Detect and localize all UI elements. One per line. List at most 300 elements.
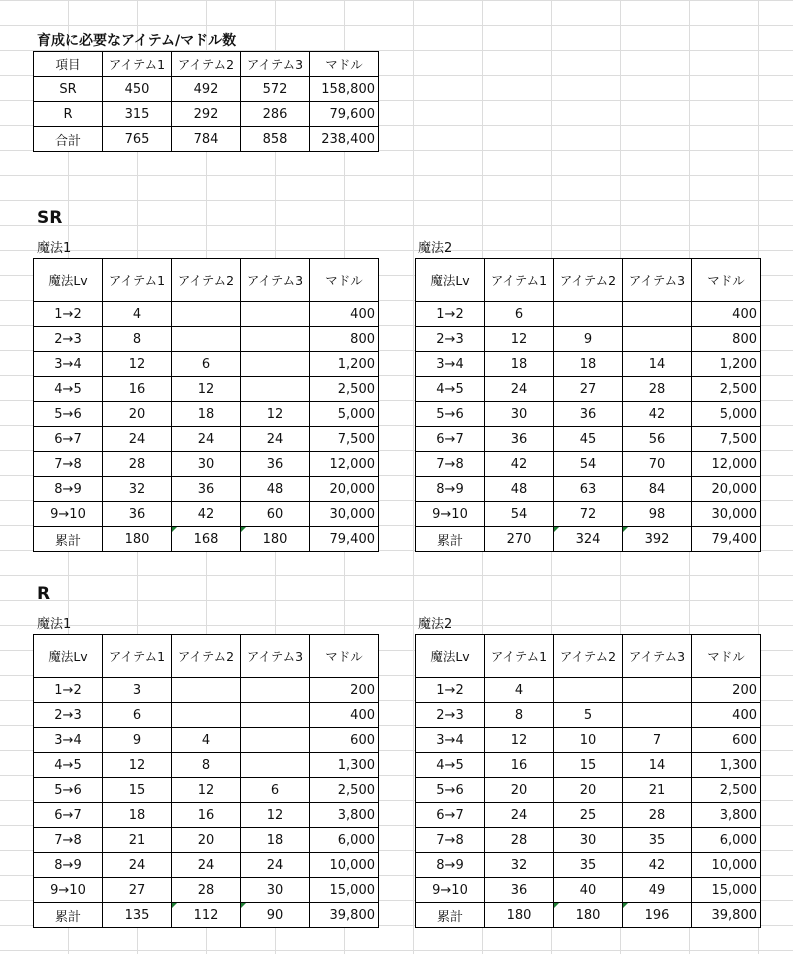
row-label-cell: 9→10 — [34, 878, 103, 903]
r-magic1-table — [33, 634, 379, 928]
table-cell: 42 — [623, 853, 692, 878]
table-cell: 20 — [103, 402, 172, 427]
table-row — [416, 678, 761, 703]
table-cell: 84 — [623, 477, 692, 502]
sr-heading: SR — [37, 208, 63, 228]
table-cell: 42 — [172, 502, 241, 527]
table-cell: 765 — [103, 127, 172, 152]
column-header: アイテム1 — [485, 635, 554, 678]
table-row — [416, 352, 761, 377]
column-header: マドル — [310, 52, 379, 77]
table-cell: 135 — [103, 903, 172, 928]
table-cell: 168 — [172, 527, 241, 552]
column-header: アイテム2 — [554, 259, 623, 302]
column-header: アイテム3 — [623, 635, 692, 678]
row-label-cell: 8→9 — [416, 477, 485, 502]
table-cell: 63 — [554, 477, 623, 502]
column-header: アイテム1 — [103, 259, 172, 302]
table-cell: 30 — [485, 402, 554, 427]
table-cell: 180 — [241, 527, 310, 552]
row-label-cell: 5→6 — [416, 402, 485, 427]
column-header: アイテム2 — [554, 635, 623, 678]
table-row — [416, 778, 761, 803]
table-cell: 16 — [172, 803, 241, 828]
column-header: 魔法Lv — [34, 635, 103, 678]
table-cell: 54 — [554, 452, 623, 477]
table-cell — [554, 678, 623, 703]
table-cell: 18 — [554, 352, 623, 377]
table-cell: 45 — [554, 427, 623, 452]
column-header: アイテム3 — [241, 259, 310, 302]
table-row — [34, 327, 379, 352]
table-cell: 1,200 — [692, 352, 761, 377]
table-cell — [172, 703, 241, 728]
table-cell — [241, 302, 310, 327]
row-label-cell: 2→3 — [34, 327, 103, 352]
table-row — [416, 377, 761, 402]
table-cell: 48 — [241, 477, 310, 502]
table-cell: 324 — [554, 527, 623, 552]
table-row — [34, 753, 379, 778]
table-cell: 200 — [692, 678, 761, 703]
row-label-cell: 9→10 — [416, 502, 485, 527]
table-cell — [623, 302, 692, 327]
table-row — [34, 878, 379, 903]
table-cell: 54 — [485, 502, 554, 527]
table-cell — [172, 678, 241, 703]
row-label-cell: 7→8 — [416, 828, 485, 853]
table-cell: 7,500 — [310, 427, 379, 452]
table-cell: 16 — [103, 377, 172, 402]
table-cell: 21 — [103, 828, 172, 853]
table-row — [34, 127, 379, 152]
table-row — [34, 402, 379, 427]
column-header: 項目 — [34, 52, 103, 77]
table-cell: 36 — [103, 502, 172, 527]
table-row — [416, 452, 761, 477]
table-cell: 6,000 — [692, 828, 761, 853]
table-cell: 180 — [103, 527, 172, 552]
table-cell: 36 — [241, 452, 310, 477]
summary-title: 育成に必要なアイテム/マドル数 — [37, 33, 237, 49]
r-heading: R — [37, 584, 51, 604]
table-cell: 7,500 — [692, 427, 761, 452]
table-cell: 8 — [172, 753, 241, 778]
table-cell: 158,800 — [310, 77, 379, 102]
table-cell: 1,300 — [310, 753, 379, 778]
table-cell: 400 — [310, 302, 379, 327]
table-cell — [241, 678, 310, 703]
column-header: アイテム3 — [241, 52, 310, 77]
table-row — [416, 502, 761, 527]
table-cell: 90 — [241, 903, 310, 928]
table-cell: 858 — [241, 127, 310, 152]
column-header: アイテム1 — [485, 259, 554, 302]
table-cell: 39,800 — [692, 903, 761, 928]
table-cell: 24 — [485, 377, 554, 402]
header-row — [34, 635, 379, 678]
row-label-cell: 4→5 — [416, 377, 485, 402]
table-row — [34, 352, 379, 377]
table-cell: 8 — [103, 327, 172, 352]
table-cell — [241, 703, 310, 728]
table-cell: 28 — [623, 377, 692, 402]
table-cell: 48 — [485, 477, 554, 502]
column-header: マドル — [692, 259, 761, 302]
table-cell: 392 — [623, 527, 692, 552]
table-cell: 600 — [310, 728, 379, 753]
table-cell: 36 — [485, 427, 554, 452]
table-cell: 784 — [172, 127, 241, 152]
row-label-cell: 4→5 — [34, 377, 103, 402]
table-cell: 2,500 — [310, 778, 379, 803]
table-cell — [241, 327, 310, 352]
table-cell: 200 — [310, 678, 379, 703]
table-cell: 79,400 — [692, 527, 761, 552]
table-row — [416, 703, 761, 728]
table-cell: 5,000 — [310, 402, 379, 427]
table-cell: 12 — [485, 327, 554, 352]
table-cell: 20,000 — [692, 477, 761, 502]
table-cell: 180 — [485, 903, 554, 928]
table-row — [34, 803, 379, 828]
table-cell: 70 — [623, 452, 692, 477]
table-cell: 238,400 — [310, 127, 379, 152]
table-cell — [241, 352, 310, 377]
table-cell: 196 — [623, 903, 692, 928]
table-cell: 28 — [103, 452, 172, 477]
table-cell: 15 — [554, 753, 623, 778]
table-row — [416, 903, 761, 928]
column-header: マドル — [692, 635, 761, 678]
row-label-cell: 9→10 — [416, 878, 485, 903]
row-label-cell: 8→9 — [416, 853, 485, 878]
table-cell: 20 — [172, 828, 241, 853]
table-cell: 27 — [554, 377, 623, 402]
table-cell: 12 — [172, 778, 241, 803]
table-cell: 2,500 — [692, 377, 761, 402]
table-cell — [241, 728, 310, 753]
table-cell: 72 — [554, 502, 623, 527]
table-cell: 24 — [103, 853, 172, 878]
column-header: アイテム2 — [172, 259, 241, 302]
table-cell: 4 — [485, 678, 554, 703]
header-row — [34, 52, 379, 77]
table-cell — [172, 302, 241, 327]
table-cell: 35 — [623, 828, 692, 853]
table-row — [34, 377, 379, 402]
row-label-cell: 6→7 — [34, 803, 103, 828]
table-row — [34, 477, 379, 502]
table-cell: 28 — [172, 878, 241, 903]
table-row — [34, 427, 379, 452]
table-cell: 42 — [623, 402, 692, 427]
row-label-cell: R — [34, 102, 103, 127]
table-cell: 9 — [554, 327, 623, 352]
table-row — [34, 703, 379, 728]
table-row — [416, 803, 761, 828]
table-cell: 12 — [103, 753, 172, 778]
table-cell: 12 — [485, 728, 554, 753]
table-cell: 28 — [485, 828, 554, 853]
table-cell: 12 — [103, 352, 172, 377]
table-cell: 315 — [103, 102, 172, 127]
table-cell: 30 — [241, 878, 310, 903]
table-cell: 8 — [485, 703, 554, 728]
column-header: 魔法Lv — [416, 635, 485, 678]
table-cell: 3,800 — [310, 803, 379, 828]
table-row — [416, 853, 761, 878]
table-cell — [241, 377, 310, 402]
header-row — [416, 259, 761, 302]
sr-magic2-table — [415, 258, 761, 552]
row-label-cell: 合計 — [34, 127, 103, 152]
column-header: アイテム3 — [623, 259, 692, 302]
r-magic2-label: 魔法2 — [418, 617, 453, 632]
header-row — [416, 635, 761, 678]
row-label-cell: 8→9 — [34, 853, 103, 878]
table-cell: 292 — [172, 102, 241, 127]
table-row — [34, 452, 379, 477]
table-row — [34, 502, 379, 527]
row-label-cell: 累計 — [34, 903, 103, 928]
row-label-cell: 3→4 — [416, 728, 485, 753]
table-cell: 24 — [172, 853, 241, 878]
summary-table — [33, 51, 379, 152]
table-cell: 4 — [172, 728, 241, 753]
table-row — [34, 77, 379, 102]
table-cell: 98 — [623, 502, 692, 527]
table-cell: 10,000 — [692, 853, 761, 878]
table-row — [416, 527, 761, 552]
table-cell: 32 — [103, 477, 172, 502]
table-cell: 30 — [554, 828, 623, 853]
table-cell: 18 — [485, 352, 554, 377]
column-header: アイテム2 — [172, 52, 241, 77]
table-cell: 400 — [692, 703, 761, 728]
table-cell: 400 — [692, 302, 761, 327]
row-label-cell: 5→6 — [34, 778, 103, 803]
table-cell: 79,400 — [310, 527, 379, 552]
table-cell: 12 — [172, 377, 241, 402]
table-cell: 6 — [172, 352, 241, 377]
table-cell: 14 — [623, 352, 692, 377]
row-label-cell: 1→2 — [416, 678, 485, 703]
table-cell: 35 — [554, 853, 623, 878]
row-label-cell: 累計 — [416, 527, 485, 552]
table-cell: 10,000 — [310, 853, 379, 878]
table-row — [34, 102, 379, 127]
table-cell: 600 — [692, 728, 761, 753]
row-label-cell: 1→2 — [34, 678, 103, 703]
table-cell: 6,000 — [310, 828, 379, 853]
row-label-cell: 4→5 — [416, 753, 485, 778]
table-cell: 3,800 — [692, 803, 761, 828]
table-cell: 112 — [172, 903, 241, 928]
row-label-cell: 7→8 — [416, 452, 485, 477]
row-label-cell: 累計 — [34, 527, 103, 552]
table-cell: 450 — [103, 77, 172, 102]
table-cell: 2,500 — [692, 778, 761, 803]
table-row — [34, 853, 379, 878]
row-label-cell: 7→8 — [34, 452, 103, 477]
table-cell — [623, 327, 692, 352]
sr-magic1-label: 魔法1 — [37, 241, 72, 256]
table-cell: 79,600 — [310, 102, 379, 127]
r-magic2-table — [415, 634, 761, 928]
sr-magic2-label: 魔法2 — [418, 241, 453, 256]
sr-magic1-table — [33, 258, 379, 552]
table-cell — [623, 678, 692, 703]
column-header: アイテム1 — [103, 635, 172, 678]
table-cell: 56 — [623, 427, 692, 452]
table-row — [416, 878, 761, 903]
table-cell: 9 — [103, 728, 172, 753]
table-cell: 36 — [172, 477, 241, 502]
table-cell: 14 — [623, 753, 692, 778]
row-label-cell: 9→10 — [34, 502, 103, 527]
table-cell: 400 — [310, 703, 379, 728]
table-row — [416, 327, 761, 352]
row-label-cell: 2→3 — [34, 703, 103, 728]
table-cell: 2,500 — [310, 377, 379, 402]
row-label-cell: 6→7 — [416, 803, 485, 828]
table-cell: 25 — [554, 803, 623, 828]
table-cell: 32 — [485, 853, 554, 878]
table-row — [416, 402, 761, 427]
table-cell: 30 — [172, 452, 241, 477]
table-row — [34, 828, 379, 853]
row-label-cell: 1→2 — [416, 302, 485, 327]
table-cell: 30,000 — [692, 502, 761, 527]
table-cell: 24 — [241, 853, 310, 878]
table-cell: 24 — [172, 427, 241, 452]
row-label-cell: 7→8 — [34, 828, 103, 853]
column-header: マドル — [310, 259, 379, 302]
table-cell: 18 — [172, 402, 241, 427]
table-cell: 6 — [103, 703, 172, 728]
table-cell: 39,800 — [310, 903, 379, 928]
table-cell: 5,000 — [692, 402, 761, 427]
table-cell: 24 — [103, 427, 172, 452]
table-cell: 12,000 — [310, 452, 379, 477]
row-label-cell: 6→7 — [416, 427, 485, 452]
table-cell: 6 — [485, 302, 554, 327]
table-cell: 1,200 — [310, 352, 379, 377]
row-label-cell: SR — [34, 77, 103, 102]
column-header: 魔法Lv — [34, 259, 103, 302]
table-cell: 12 — [241, 803, 310, 828]
row-label-cell: 1→2 — [34, 302, 103, 327]
table-cell: 24 — [241, 427, 310, 452]
table-cell: 800 — [692, 327, 761, 352]
table-cell — [623, 703, 692, 728]
header-row — [34, 259, 379, 302]
table-cell: 40 — [554, 878, 623, 903]
table-row — [34, 302, 379, 327]
table-cell: 18 — [241, 828, 310, 853]
table-cell: 286 — [241, 102, 310, 127]
table-cell: 7 — [623, 728, 692, 753]
table-cell: 20 — [554, 778, 623, 803]
table-cell: 21 — [623, 778, 692, 803]
table-cell: 800 — [310, 327, 379, 352]
column-header: アイテム2 — [172, 635, 241, 678]
table-cell: 15,000 — [310, 878, 379, 903]
row-label-cell: 5→6 — [416, 778, 485, 803]
table-cell: 20,000 — [310, 477, 379, 502]
table-cell: 180 — [554, 903, 623, 928]
table-cell: 30,000 — [310, 502, 379, 527]
table-row — [416, 728, 761, 753]
table-row — [416, 828, 761, 853]
table-cell: 6 — [241, 778, 310, 803]
row-label-cell: 3→4 — [34, 352, 103, 377]
row-label-cell: 4→5 — [34, 753, 103, 778]
table-cell: 12,000 — [692, 452, 761, 477]
row-label-cell: 累計 — [416, 903, 485, 928]
table-cell: 60 — [241, 502, 310, 527]
table-cell — [241, 753, 310, 778]
column-header: アイテム1 — [103, 52, 172, 77]
table-cell: 572 — [241, 77, 310, 102]
table-cell: 36 — [485, 878, 554, 903]
table-cell: 3 — [103, 678, 172, 703]
table-row — [34, 903, 379, 928]
table-row — [34, 527, 379, 552]
table-cell: 1,300 — [692, 753, 761, 778]
table-cell: 16 — [485, 753, 554, 778]
table-cell: 15,000 — [692, 878, 761, 903]
table-cell: 28 — [623, 803, 692, 828]
table-cell — [554, 302, 623, 327]
row-label-cell: 3→4 — [34, 728, 103, 753]
table-cell: 270 — [485, 527, 554, 552]
table-row — [34, 778, 379, 803]
table-cell: 4 — [103, 302, 172, 327]
table-row — [416, 427, 761, 452]
table-cell: 5 — [554, 703, 623, 728]
table-cell: 36 — [554, 402, 623, 427]
row-label-cell: 6→7 — [34, 427, 103, 452]
table-row — [34, 678, 379, 703]
column-header: マドル — [310, 635, 379, 678]
table-cell: 15 — [103, 778, 172, 803]
table-cell: 49 — [623, 878, 692, 903]
table-cell: 10 — [554, 728, 623, 753]
table-cell: 492 — [172, 77, 241, 102]
table-row — [416, 753, 761, 778]
row-label-cell: 5→6 — [34, 402, 103, 427]
row-label-cell: 2→3 — [416, 327, 485, 352]
table-row — [416, 477, 761, 502]
row-label-cell: 8→9 — [34, 477, 103, 502]
row-label-cell: 3→4 — [416, 352, 485, 377]
table-cell: 42 — [485, 452, 554, 477]
table-cell: 27 — [103, 878, 172, 903]
row-label-cell: 2→3 — [416, 703, 485, 728]
column-header: アイテム3 — [241, 635, 310, 678]
table-cell — [172, 327, 241, 352]
table-cell: 12 — [241, 402, 310, 427]
r-magic1-label: 魔法1 — [37, 617, 72, 632]
table-row — [34, 728, 379, 753]
table-cell: 18 — [103, 803, 172, 828]
table-cell: 20 — [485, 778, 554, 803]
column-header: 魔法Lv — [416, 259, 485, 302]
table-cell: 24 — [485, 803, 554, 828]
table-row — [416, 302, 761, 327]
